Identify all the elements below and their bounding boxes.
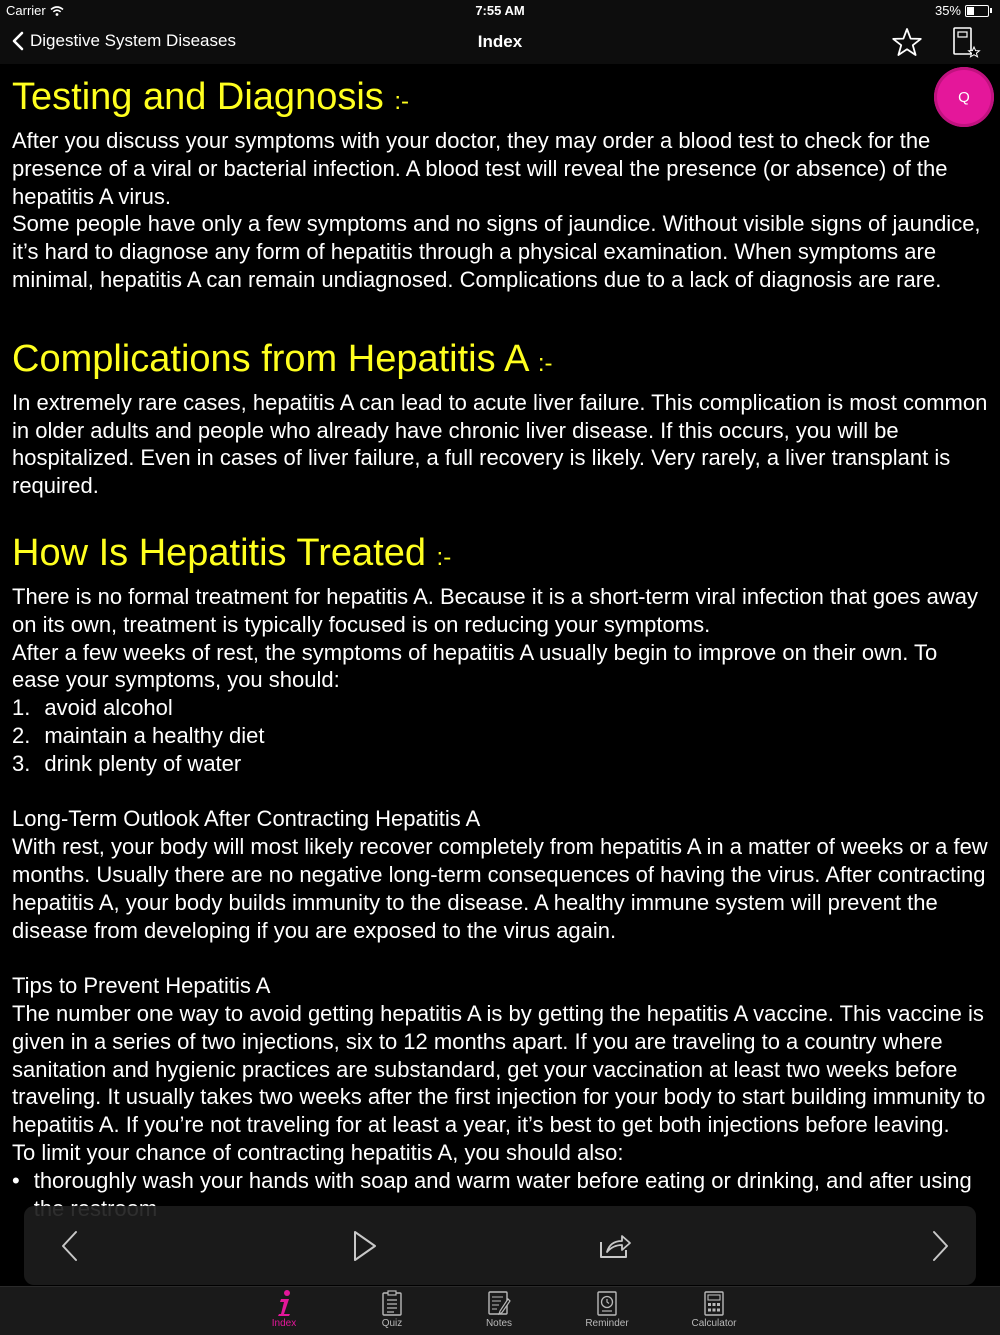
play-icon[interactable] [352, 1230, 378, 1262]
list-item [12, 722, 988, 750]
tab-calculator[interactable] [674, 1289, 754, 1329]
clock-icon [595, 1289, 619, 1317]
heading-separator: :- [537, 349, 553, 377]
battery-indicator [935, 3, 992, 18]
quiz-fab-button[interactable] [934, 67, 994, 127]
list-marker: 2. [12, 722, 31, 748]
chevron-left-icon[interactable] [60, 1230, 80, 1262]
list-item-text: drink plenty of water [44, 750, 242, 776]
notes-icon [486, 1289, 512, 1317]
tab-label: Index [271, 1318, 297, 1329]
paragraph: In extremely rare cases, hepatitis A can lead to acute liver failure. This complication is most common in older adults and people who already have chronic liver disease. If this occurs, you will be hospitalized. Even in cases of liver failure, a full recovery is likely. Very rarely, a liver transplant is required. [12, 389, 988, 499]
chevron-right-icon[interactable] [930, 1230, 950, 1262]
tab-quiz[interactable] [352, 1289, 432, 1329]
tab-label: Reminder [585, 1318, 629, 1329]
paragraph: To limit your chance of contracting hepatitis A, you should also: [12, 1139, 624, 1165]
paragraph: Some people have only a few symptoms and no signs of jaundice. Without visible signs of jaundice, it’s hard to diagnose any form of hepatitis through a physical examination. When symptoms are minimal, hepatitis A can remain undiagnosed. Complications due to a lack of diagnosis are rare. [12, 211, 981, 292]
page-title: Index [477, 32, 523, 51]
subsection-title: Long-Term Outlook After Contracting Hepatitis A [12, 806, 481, 832]
subsection-title: Tips to Prevent Hepatitis A [12, 973, 271, 999]
section-heading-text: Complications from Hepatitis A [12, 337, 528, 380]
status-time: 7:55 AM [475, 3, 525, 18]
section-heading [12, 528, 988, 583]
list-item-text: avoid alcohol [44, 695, 173, 721]
tab-label: Notes [485, 1318, 513, 1329]
bookmarks-icon[interactable] [949, 25, 981, 61]
tab-bar [0, 1286, 1000, 1335]
star-icon[interactable] [889, 25, 925, 61]
paragraph: After you discuss your symptoms with your doctor, they may order a blood test to check for the presence of a viral or bacterial infection. A blood test will reveal the presence (or absence) of the hepatitis A virus. [12, 128, 948, 209]
list-item-text: thoroughly wash your hands with soap and warm water before eating or drinking, and after using [33, 1167, 972, 1193]
list-item [12, 694, 988, 722]
share-icon[interactable] [598, 1232, 632, 1260]
battery-level-fill [967, 7, 974, 15]
battery-tip [990, 8, 992, 13]
list-marker: 1. [12, 695, 31, 721]
list-marker: 3. [12, 750, 31, 776]
tab-index[interactable] [244, 1289, 324, 1329]
list-marker: • [12, 1167, 20, 1193]
info-icon [272, 1289, 296, 1317]
carrier-label: Carrier [6, 3, 46, 18]
chevron-left-icon [12, 31, 24, 51]
section-heading [12, 334, 988, 389]
tab-notes[interactable] [459, 1289, 539, 1329]
heading-separator: :- [436, 543, 452, 571]
tab-label: Calculator [691, 1318, 737, 1329]
paragraph: After a few weeks of rest, the symptoms of hepatitis A usually begin to improve on their own. To ease your symptoms, you should: [12, 639, 938, 693]
battery-icon [965, 5, 989, 17]
spacer [12, 944, 988, 972]
clipboard-icon [380, 1289, 404, 1317]
navigation-bar [0, 22, 1000, 64]
article-content[interactable] [12, 68, 988, 1228]
heading-separator: :- [394, 88, 410, 115]
section-heading [12, 72, 988, 127]
list-item [12, 750, 988, 778]
status-bar [0, 0, 1000, 22]
spacer [12, 778, 988, 806]
tab-label: Quiz [381, 1318, 403, 1329]
section-heading-text: Testing and Diagnosis [12, 76, 384, 118]
paragraph: The number one way to avoid getting hepatitis A is by getting the hepatitis A vaccine. This vaccine is given in a series of two injections, six to 12 months apart. If you are traveling to a country where sanitation and hygienic practices are substandard, get your vaccination at least two weeks before traveling. It usually takes two weeks after the first injection for your body to start building immunity to hepatitis A. If you’re not traveling for at least a year, it’s best to get both injections before leaving. [12, 1000, 986, 1138]
battery-percent: 35% [934, 3, 961, 18]
calculator-icon [702, 1289, 726, 1317]
section-heading-text: How Is Hepatitis Treated [12, 531, 426, 574]
back-button[interactable] [12, 31, 236, 51]
paragraph: With rest, your body will most likely recover completely from hepatitis A in a matter of weeks or a few months. Usually there are no negative long-term consequences of having the virus. After contracting hepatitis A, your body builds immunity to the disease. A healthy immune system will prevent the disease from developing if you are exposed to the virus again. [12, 834, 988, 943]
paragraph: There is no formal treatment for hepatitis A. Because it is a short-term viral infection that goes away on its own, treatment is typically focused is on reducing your symptoms. [12, 583, 978, 637]
back-button-label: Digestive System Diseases [30, 31, 236, 50]
quiz-fab-label: Q [958, 88, 970, 106]
list-item-text: maintain a healthy diet [44, 722, 265, 748]
tab-reminder[interactable] [567, 1289, 647, 1329]
reader-controls [24, 1206, 976, 1285]
